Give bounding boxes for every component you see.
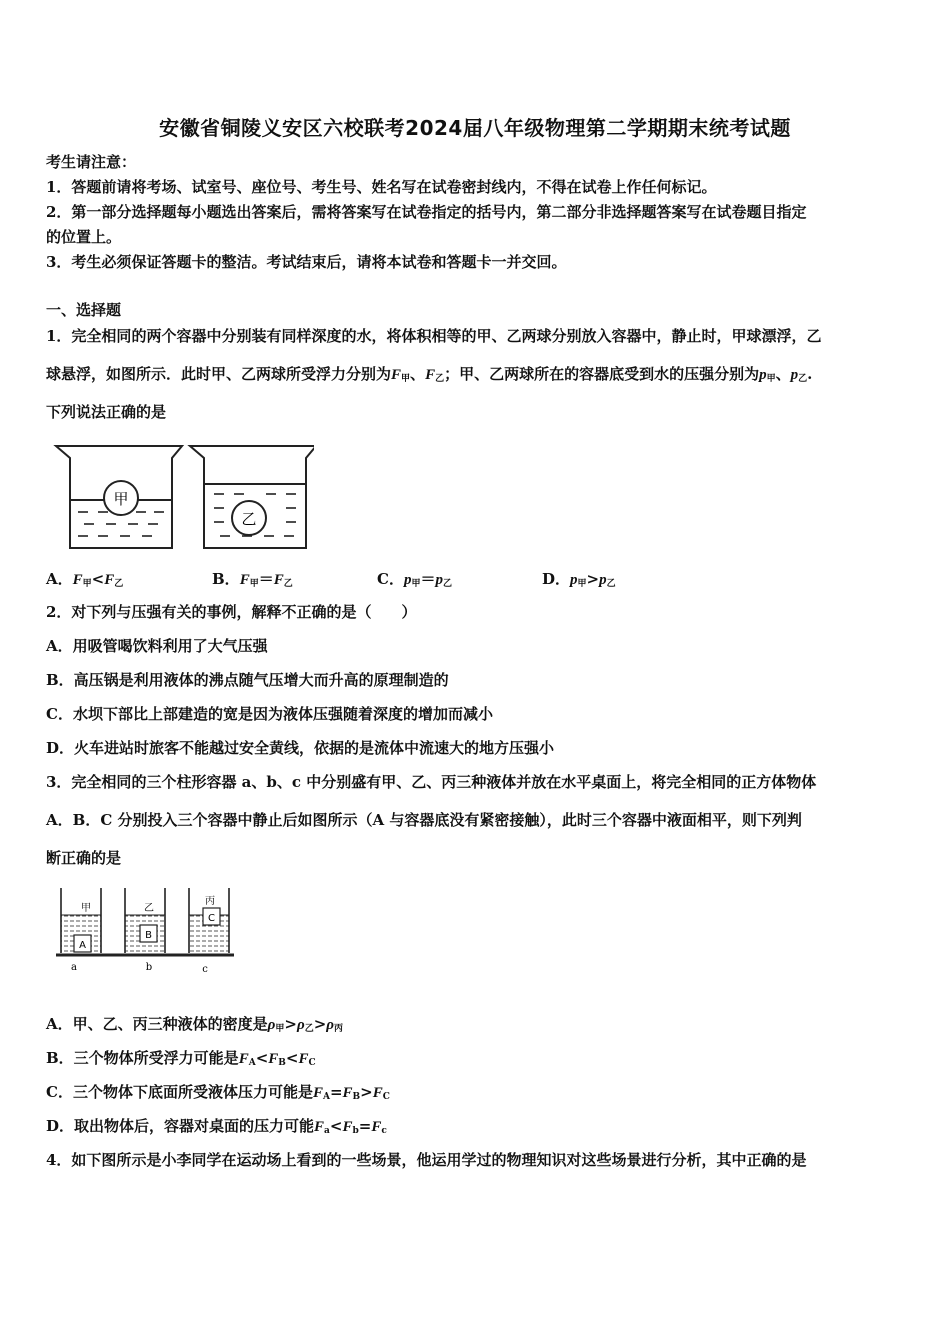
q3-option-c[interactable]: C．三个物体下底面所受液体压力可能是$F_A=F_B>F_C$ — [46, 1083, 390, 1102]
liquid-a-label: 甲 — [81, 903, 91, 914]
container-c-label: c — [202, 964, 208, 975]
q3-stem-line1: 3．完全相同的三个柱形容器 a、b、c 中分别盛有甲、乙、丙三种液体并放在水平桌面上，将完全相同的正方体物体 — [46, 773, 817, 791]
notice-item-2-cont: 的位置上。 — [46, 228, 122, 246]
notice-item-2: 2．第一部分选择题每小题选出答案后，需将答案写在试卷指定的括号内，第二部分非选择题答案写在试卷题目指定 — [46, 203, 807, 221]
q3-figure — [52, 884, 236, 976]
container-b-label: b — [145, 962, 153, 973]
block-c-label: C — [208, 913, 215, 924]
notice-item-3: 3．考生必须保证答题卡的整洁。考试结束后，请将本试卷和答题卡一并交回。 — [46, 253, 567, 271]
q3-option-a[interactable]: A．甲、乙、丙三种液体的密度是$\rho_甲>\rho_乙>\rho_丙$ — [46, 1015, 344, 1034]
q1-option-a[interactable]: A．$F_甲<F_乙$ — [46, 570, 124, 589]
q3-option-d[interactable]: D．取出物体后，容器对桌面的压力可能$F_a<F_b=F_c$ — [46, 1117, 387, 1136]
q1-stem-line3: 下列说法正确的是 — [46, 403, 167, 421]
block-a-label: A — [79, 940, 86, 951]
q1-option-c[interactable]: C．$p_甲=p_乙$ — [377, 570, 452, 589]
page-title: 安徽省铜陵义安区六校联考2024届八年级物理第二学期期末统考试题 — [159, 116, 791, 140]
section-heading: 一、选择题 — [46, 301, 122, 319]
notice-heading: 考生请注意： — [46, 153, 137, 171]
q1-option-b[interactable]: B．$F_甲=F_乙$ — [212, 570, 293, 589]
q1-option-d[interactable]: D．$p_甲>p_乙$ — [542, 570, 616, 589]
q2-stem: 2．对下列与压强有关的事例，解释不正确的是（ ） — [46, 603, 417, 621]
q1-stem-line2: 球悬浮，如图所示．此时甲、乙两球所受浮力分别为$F_甲$、$F_乙$；甲、乙两球所在的容器底受到水的压强分别为$p_甲$、$p_乙$. — [46, 365, 813, 384]
liquid-b-label: 乙 — [144, 903, 154, 914]
q4-stem: 4．如下图所示是小李同学在运动场上看到的一些场景，他运用学过的物理知识对这些场景进行分析，其中正确的是 — [46, 1151, 807, 1169]
q2-option-d[interactable]: D．火车进站时旅客不能越过安全黄线，依据的是流体中流速大的地方压强小 — [46, 739, 555, 757]
q3-option-b[interactable]: B．三个物体所受浮力可能是$F_A<F_B<F_C$ — [46, 1049, 316, 1068]
q3-stem-line2: A．B．C 分别投入三个容器中静止后如图所示（A 与容器底没有紧密接触），此时三个容器中液面相平，则下列判 — [46, 811, 802, 829]
q1-figure — [44, 436, 314, 558]
q3-stem-line3: 断正确的是 — [46, 849, 122, 867]
q2-option-a[interactable]: A．用吸管喝饮料利用了大气压强 — [46, 637, 268, 655]
block-b-label: B — [145, 930, 152, 941]
ball-yi-label: 乙 — [241, 510, 257, 528]
liquid-c-label: 丙 — [205, 896, 215, 907]
q1-stem-line1: 1．完全相同的两个容器中分别装有同样深度的水，将体积相等的甲、乙两球分别放入容器中，静止时，甲球漂浮，乙 — [46, 327, 822, 345]
ball-jia-label: 甲 — [113, 490, 129, 508]
q2-option-b[interactable]: B．高压锅是利用液体的沸点随气压增大而升高的原理制造的 — [46, 671, 449, 689]
q2-option-c[interactable]: C．水坝下部比上部建造的宽是因为液体压强随着深度的增加而减小 — [46, 705, 493, 723]
container-a-label: a — [71, 962, 77, 973]
notice-item-1: 1．答题前请将考场、试室号、座位号、考生号、姓名写在试卷密封线内，不得在试卷上作任何标记。 — [46, 178, 717, 196]
